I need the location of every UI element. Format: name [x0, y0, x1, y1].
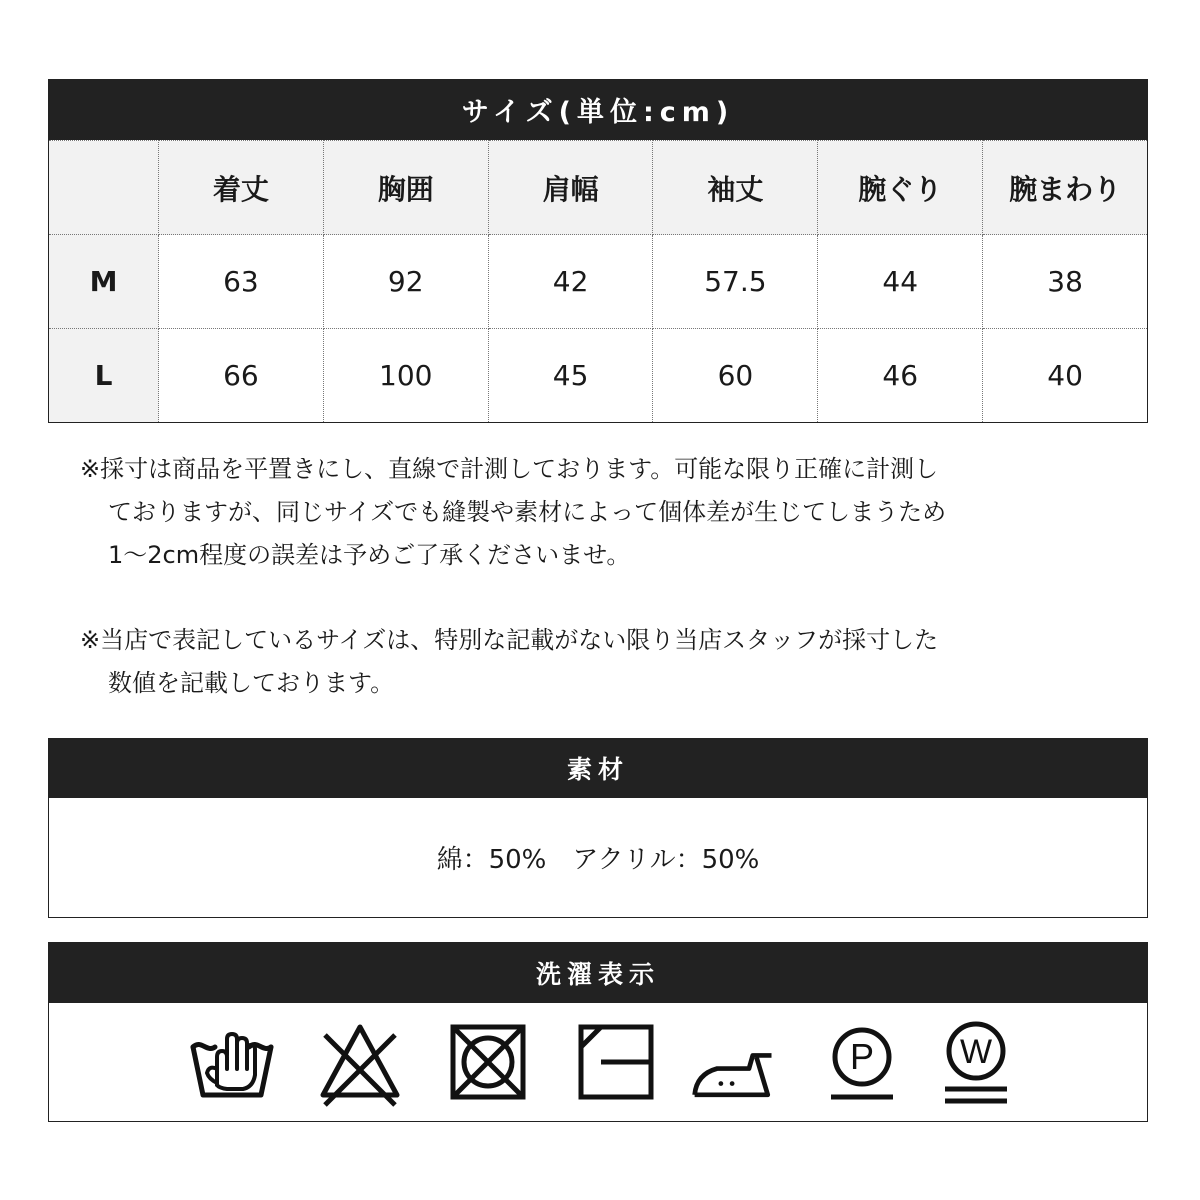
table-cell: 40: [983, 329, 1148, 423]
column-header-sleeve: 袖丈: [653, 141, 818, 235]
note-line: ※当店で表記しているサイズは、特別な記載がない限り当店スタッフが採寸した: [80, 626, 939, 654]
size-label: L: [49, 329, 159, 423]
size-label: M: [49, 235, 159, 329]
material-section-title: 素材: [48, 738, 1148, 798]
column-header-armhole: 腕ぐり: [818, 141, 983, 235]
table-cell: 63: [159, 235, 324, 329]
table-cell: 38: [983, 235, 1148, 329]
note-line: ておりますが、同じサイズでも縫製や素材によって個体差が生じてしまうため: [108, 498, 947, 526]
table-cell: 42: [488, 235, 653, 329]
table-row: [49, 329, 1148, 423]
column-header-arm-circumference: 腕まわり: [983, 141, 1148, 235]
no-tumble-dry-icon: [443, 1017, 533, 1107]
column-header-length: 着丈: [159, 141, 324, 235]
size-table-header-row: [49, 141, 1148, 235]
material-box: [48, 798, 1148, 918]
note-line: ※採寸は商品を平置きにし、直線で計測しております。可能な限り正確に計測し: [80, 455, 939, 483]
table-cell: 100: [323, 329, 488, 423]
table-cell: 46: [818, 329, 983, 423]
table-cell: 57.5: [653, 235, 818, 329]
size-section-title: サイズ(単位:cm): [48, 79, 1148, 140]
care-section-title: 洗濯表示: [48, 942, 1148, 1003]
dry-clean-p-icon: [817, 1017, 907, 1107]
table-cell: 92: [323, 235, 488, 329]
table-cell: 60: [653, 329, 818, 423]
hand-wash-icon: [187, 1017, 277, 1107]
care-icons-box: [48, 1003, 1148, 1122]
size-table-corner-cell: [49, 141, 159, 235]
iron-medium-icon: [689, 1017, 785, 1107]
column-header-chest: 胸囲: [323, 141, 488, 235]
material-text: 綿：50% アクリル：50%: [436, 845, 760, 875]
column-header-shoulder: 肩幅: [488, 141, 653, 235]
note-line: 1～2cm程度の誤差は予めご了承くださいませ。: [108, 541, 631, 569]
table-row: [49, 235, 1148, 329]
size-label-note: [80, 619, 1080, 705]
size-table: [48, 140, 1148, 423]
no-bleach-icon: [315, 1017, 405, 1107]
table-cell: 44: [818, 235, 983, 329]
line-dry-shade-icon: [571, 1017, 661, 1107]
wet-clean-letter: W: [959, 1033, 993, 1071]
table-cell: 66: [159, 329, 324, 423]
table-cell: 45: [488, 329, 653, 423]
wet-clean-w-icon: [931, 1017, 1021, 1107]
measurement-note: [80, 448, 1080, 577]
note-line: 数値を記載しております。: [108, 669, 395, 697]
dry-clean-letter: P: [849, 1036, 875, 1077]
